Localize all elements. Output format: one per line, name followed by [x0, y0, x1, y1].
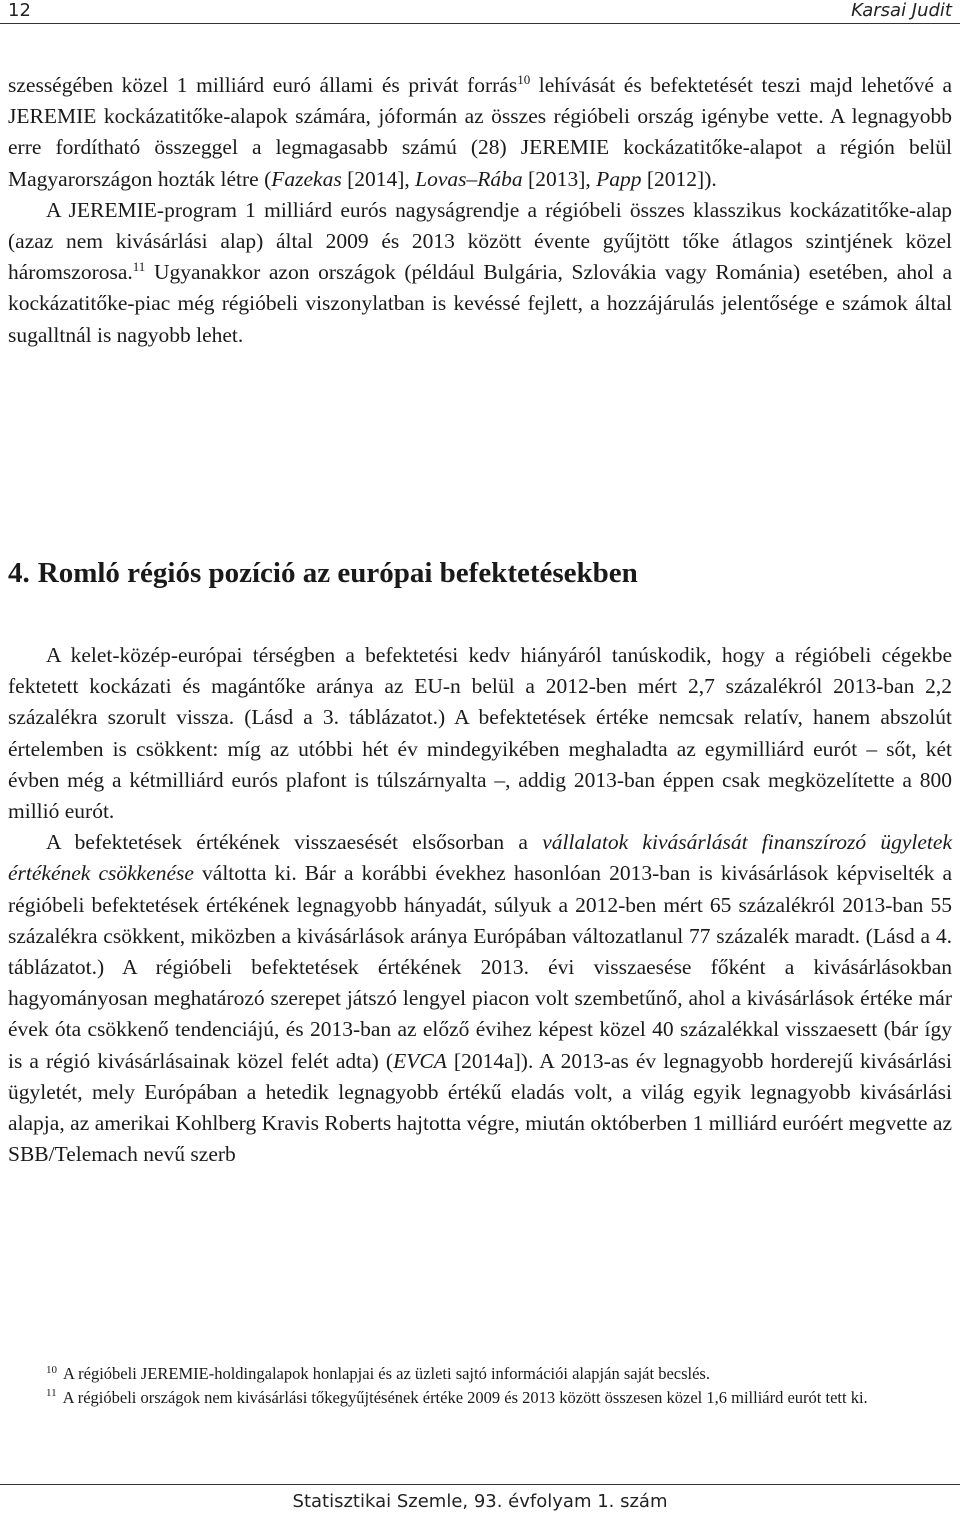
paragraph-2-text-a: A JEREMIE-program 1 milliárd eurós nagyságrendje a régióbeli összes klasszikus kockázatitőke-alap (azaz nem kivásárlási alap) által 2009 és 2013 között évente gyűjtött tőke átlagos szintjének közel háromszorosa. [8, 197, 952, 285]
page-number: 12 [8, 0, 31, 21]
paragraph-1-text-c: [2014], [341, 166, 416, 191]
citation-evca: EVCA [393, 1048, 447, 1073]
paragraph-2-text-b: Ugyanakkor azon országok (például Bulgária, Szlovákia vagy Románia) esetében, ahol a kockázatitőke-piac még régióbeli viszonylatban is kevéssé fejlett, a hozzájárulás jelentősége e számok által sugalltnál is nagyobb lehet. [8, 260, 952, 347]
footnote-text: A régióbeli országok nem kivásárlási tőkegyűjtésének értéke 2009 és 2013 között összesen közel 1,6 milliárd eurót tett ki. [62, 1387, 868, 1407]
footnote-ref-10[interactable]: 10 [517, 71, 531, 87]
footnotes [8, 1362, 952, 1409]
paragraph-2 [8, 195, 952, 351]
body-block-top [8, 70, 952, 351]
page-footer: Statisztikai Szemle, 93. évfolyam 1. szám [292, 1491, 668, 1512]
page-header [0, 0, 960, 26]
paragraph-4-text-b: váltotta ki. Bár a korábbi évekhez hasonlóan 2013-ban is kivásárlások képviselték a régióbeli befektetések értékének legnagyobb hányadát, súlyuk a 2012-ben mért 65 százalékról 2013-ban 55 százalékra csökkent, miközben a kivásárlások aránya Európában változatlanul 77 százalék maradt. (Lásd a 4. táblázatot.) A régióbeli befektetések értékének 2013. évi visszaesése főként a kivásárlásokban hagyományosan meghatározó szerepet játszó lengyel piacon volt szembetűnő, ahol a kivásárlások értéke már évek óta csökkenő tendenciájú, és 2013-ban az előző évihez képest közel 40 százalékkal visszaesett (bár így is a régió kivásárlásainak közel felét adta) ( [8, 861, 952, 1073]
paragraph-1-text-e: [2012]). [641, 166, 717, 191]
paragraph-1-text-b: lehívását és befektetését teszi majd lehetővé a JEREMIE kockázatitőke-alapok számára, jóformán az összes régióbeli ország igénybe vette. A legnagyobb erre fordítható összeggel a legmagasabb számú (28) JEREMIE kockázatitőke-alapot a régión belül Magyarországon hozták létre ( [8, 73, 952, 191]
footnote-11 [8, 1386, 952, 1410]
section-title: Romló régiós pozíció az európai befektetésekben [37, 557, 638, 589]
citation-papp: Papp [596, 166, 642, 191]
paragraph-1-text-a: szességében közel 1 milliárd euró állami és privát forrás [8, 73, 518, 97]
header-rule [0, 23, 960, 24]
footnote-text: A régióbeli JEREMIE-holdingalapok honlapjai és az üzleti sajtó információi alapján saját becslés. [63, 1364, 710, 1383]
running-author: Karsai Judit [851, 0, 952, 21]
paragraph-4-emphasis: vállalatok kivásárlását finanszírozó ügyletek értékének csökkenése [8, 830, 952, 886]
body-block-bottom [8, 640, 952, 1170]
citation-fazekas: Fazekas [271, 166, 342, 191]
footnote-marker: 10 [46, 1363, 57, 1376]
footnote-10 [8, 1362, 952, 1386]
footnote-ref-11[interactable]: 11 [132, 259, 146, 275]
paragraph-4-text-c: [2014a]). A 2013-as év legnagyobb horderejű kivásárlási ügyletét, mely Európában a hetedik legnagyobb értékű eladás volt, a világ egyik legnagyobb kivásárlási alapja, az amerikai Kohlberg Kravis Roberts hajtotta végre, miután októberben 1 milliárd euróért megvette az SBB/Telemach nevű szerb [8, 1048, 953, 1167]
footnote-marker: 11 [46, 1387, 57, 1399]
citation-lovas-raba: Lovas–Rába [415, 166, 523, 191]
paragraph-1 [8, 70, 952, 195]
section-heading [8, 555, 638, 591]
paragraph-4 [8, 827, 952, 1170]
paragraph-4-text-a: A befektetések értékének visszaesését elsősorban a [46, 830, 543, 855]
footer-rule [0, 1484, 960, 1485]
paragraph-1-text-d: [2013], [522, 166, 597, 191]
paragraph-3: A kelet-közép-európai térségben a befektetési kedv hiányáról tanúskodik, hogy a régióbeli cégekbe fektetett kockázati és magántőke aránya az EU-n belül a 2012-ben mért 2,7 százalékról 2013-ban 2,2 százalékra szorult vissza. (Lásd a 3. táblázatot.) A befektetések értéke nemcsak relatív, hanem abszolút értelemben is csökkent: míg az utóbbi hét év mindegyikében meghaladta az egymilliárd eurót – sőt, két évben még a kétmilliárd eurós plafont is túlszárnyalta –, addig 2013-ban éppen csak megközelítette a 800 millió eurót. [8, 643, 952, 824]
section-number: 4. [8, 557, 30, 589]
